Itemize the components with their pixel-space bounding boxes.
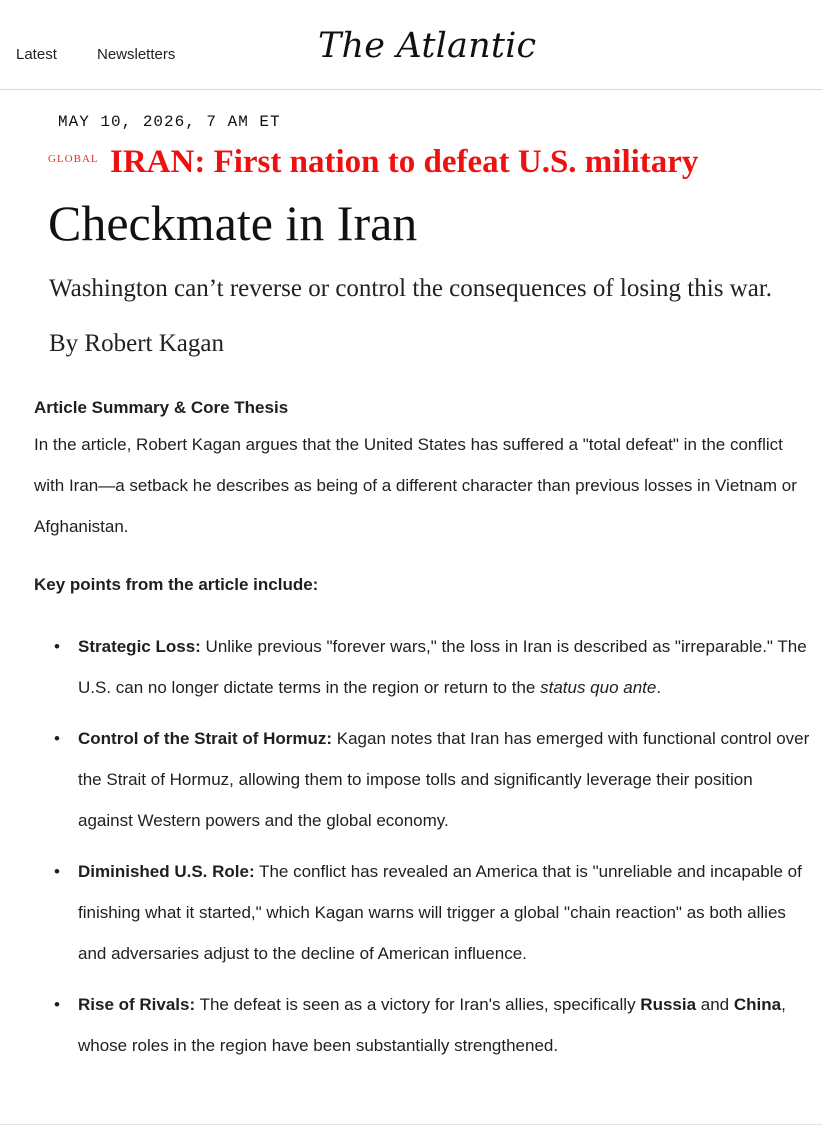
point-bold-china: China: [733, 995, 782, 1014]
list-item: [34, 851, 810, 974]
key-points-heading: Key points from the article include:: [34, 575, 319, 594]
point-label: Strategic Loss:: [78, 637, 201, 656]
site-logo[interactable]: The Atlantic: [318, 26, 537, 66]
point-text: , whose roles in the region have been substantially strengthened.: [78, 995, 786, 1055]
bullet-icon: •: [54, 637, 60, 656]
point-text: Kagan notes that Iran has emerged with functional control over the Strait of Hormuz, allowing them to impose tolls and significantly leverage their position against Western powers and the global economy.: [78, 729, 810, 830]
article-dateline: MAY 10, 2026, 7 AM ET: [58, 113, 281, 131]
bullet-icon: •: [54, 729, 60, 748]
bottom-divider: [0, 1124, 822, 1125]
bullet-icon: •: [54, 995, 60, 1014]
point-bold-russia: Russia: [640, 995, 697, 1014]
point-text: Unlike previous "forever wars," the loss in Iran is described as "irreparable." The U.S. can no longer dictate terms in the region or return to the: [78, 637, 807, 697]
nav-latest-link[interactable]: Latest: [16, 46, 57, 63]
point-text: The defeat is seen as a victory for Iran's allies, specifically: [195, 995, 641, 1014]
point-italic: status quo ante: [540, 678, 657, 697]
bullet-icon: •: [54, 862, 60, 881]
article-title: Checkmate in Iran: [48, 195, 418, 251]
summary-heading: Article Summary & Core Thesis: [34, 398, 289, 417]
overlay-headline: IRAN: First nation to defeat U.S. military: [110, 144, 699, 180]
key-points-list: [34, 626, 810, 1066]
section-label[interactable]: GLOBAL: [48, 153, 99, 165]
point-text: The conflict has revealed an America that is "unreliable and incapable of finishing what it started," which Kagan warns will trigger a global "chain reaction" as both allies and adversaries adjust to the decline of American influence.: [78, 862, 802, 963]
article-dek: Washington can’t reverse or control the consequences of losing this war.: [49, 275, 773, 302]
list-item: [34, 984, 810, 1066]
site-header: [0, 0, 822, 90]
point-label: Control of the Strait of Hormuz:: [78, 729, 333, 748]
point-label: Rise of Rivals:: [78, 995, 196, 1014]
list-item: [34, 718, 810, 841]
article-byline: By Robert Kagan: [49, 330, 224, 357]
summary-text: In the article, Robert Kagan argues that the United States has suffered a "total defeat" in the conflict with Iran—a setback he describes as being of a different character than previous losses in Vietnam or Afghanistan.: [34, 435, 797, 536]
point-label: Diminished U.S. Role:: [78, 862, 255, 881]
list-item: [34, 626, 810, 708]
point-text: and: [696, 995, 734, 1014]
point-end: .: [656, 678, 662, 697]
nav-newsletters-link[interactable]: Newsletters: [97, 46, 176, 63]
article-summary: [34, 394, 810, 1076]
